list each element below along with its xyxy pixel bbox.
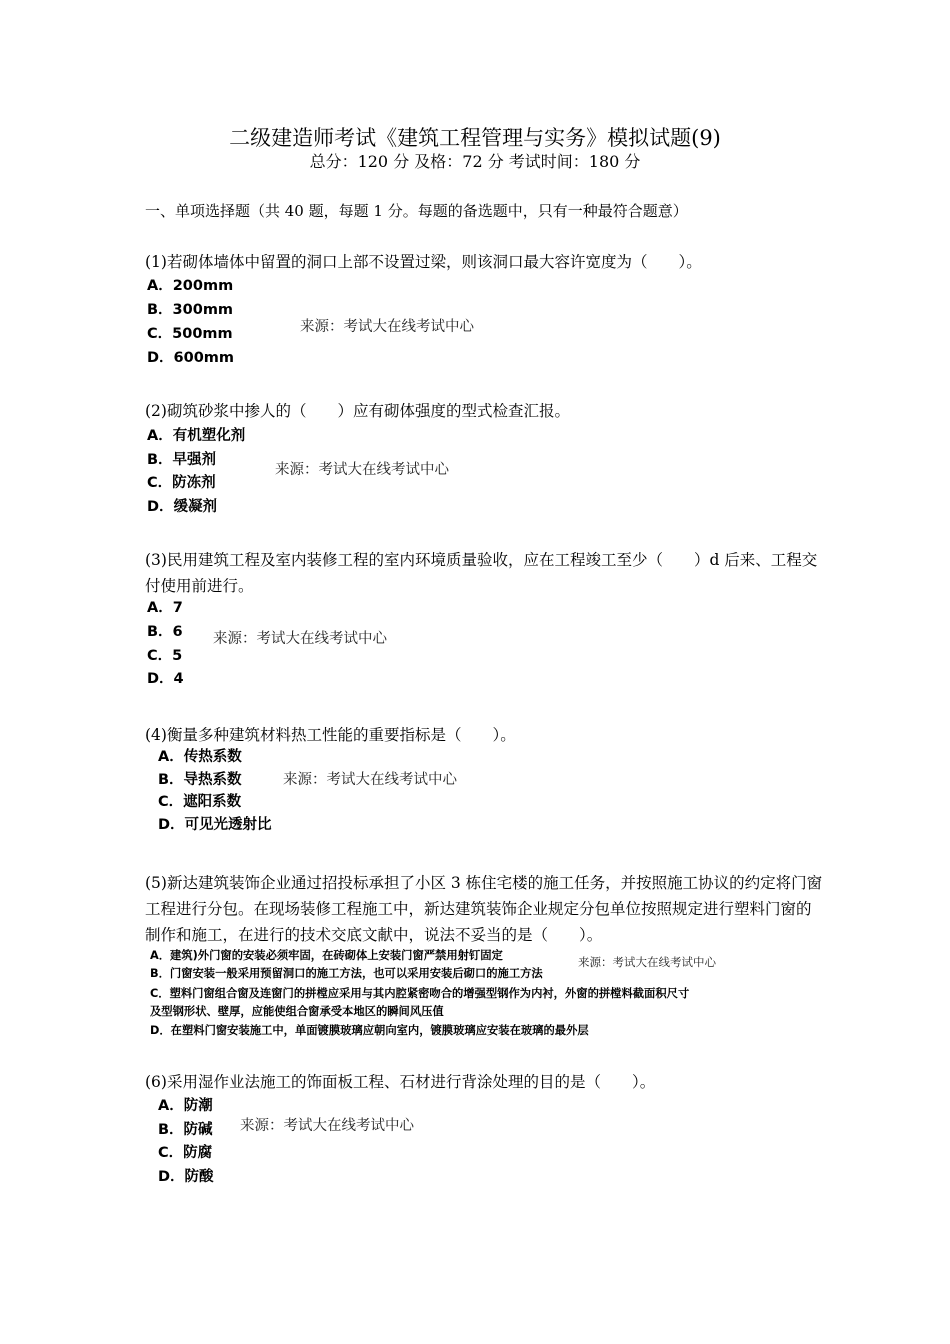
question-3-option-b: B．6 — [147, 624, 183, 640]
exam-subtitle: 总分：120 分 及格：72 分 考试时间：180 分 — [309, 152, 641, 171]
source-watermark-2: 来源：考试大在线考试中心 — [275, 462, 449, 478]
question-4-option-d: D．可见光透射比 — [158, 817, 272, 833]
question-1-option-b: B．300mm — [147, 302, 234, 318]
question-2-option-c: C．防冻剂 — [147, 475, 216, 491]
question-3-option-c: C．5 — [147, 648, 183, 664]
question-3-option-d: D．4 — [147, 671, 184, 687]
question-2-stem: (2)砌筑砂浆中掺人的（ ）应有砌体强度的型式检查汇报。 — [145, 402, 570, 420]
question-4-stem: (4)衡量多种建筑材料热工性能的重要指标是（ ）。 — [145, 726, 516, 744]
source-watermark-3: 来源：考试大在线考试中心 — [213, 631, 387, 647]
question-5-stem: (5)新达建筑装饰企业通过招投标承担了小区 3 栋住宅楼的施工任务，并按照施工协议的约定将门窗工程进行分包。在现场装修工程施工中，新达建筑装饰企业规定分包单位按照规定进行塑料门窗的制作和施工，在进行的技术交底文献中，说法不妥当的是（ ）。 — [145, 874, 823, 944]
question-5-option-a: A．建筑)外门窗的安装必须牢固，在砖砌体上安装门窗严禁用射钉固定 — [150, 949, 503, 962]
question-1-option-c: C．500mm — [147, 326, 233, 342]
exam-title: 二级建造师考试《建筑工程管理与实务》模拟试题(9) — [229, 126, 721, 150]
section-heading: 一、单项选择题（共 40 题，每题 1 分。每题的备选题中，只有一种最符合题意） — [145, 202, 688, 220]
question-5-option-c-continued: 及型钢形状、壁厚，应能使组合窗承受本地区的瞬间风压值 — [150, 1005, 444, 1018]
question-5-option-d: D．在塑料门窗安装施工中，单面镀膜玻璃应朝向室内，镀膜玻璃应安装在玻璃的最外层 — [150, 1024, 589, 1037]
question-6-option-d: D．防酸 — [158, 1169, 214, 1185]
question-6-option-a: A．防潮 — [158, 1098, 213, 1114]
question-1-option-d: D．600mm — [147, 350, 235, 366]
question-2-option-d: D．缓凝剂 — [147, 499, 218, 515]
source-watermark-1: 来源：考试大在线考试中心 — [300, 319, 474, 335]
question-2-option-b: B．早强剂 — [147, 452, 217, 468]
question-4-option-c: C．遮阳系数 — [158, 794, 242, 810]
source-watermark-4: 来源：考试大在线考试中心 — [283, 772, 457, 788]
question-2-option-a: A．有机塑化剂 — [147, 428, 246, 444]
question-3-stem: (3)民用建筑工程及室内装修工程的室内环境质量验收，应在工程竣工至少（ ）d 后来、工程交付使用前进行。 — [145, 551, 818, 595]
source-watermark-5: 来源：考试大在线考试中心 — [578, 955, 716, 969]
question-6-option-b: B．防碱 — [158, 1122, 213, 1138]
question-1-option-a: A．200mm — [147, 278, 234, 294]
question-4-option-b: B．导热系数 — [158, 772, 242, 788]
question-1-stem: (1)若砌体墙体中留置的洞口上部不设置过梁，则该洞口最大容许宽度为（ ）。 — [145, 253, 702, 271]
question-5-option-c: C．塑料门窗组合窗及连窗门的拼樘应采用与其内腔紧密吻合的增强型钢作为内衬，外窗的拼樘料截面积尺寸 — [150, 987, 690, 1000]
question-6-option-c: C．防腐 — [158, 1145, 213, 1161]
question-5-option-b: B．门窗安装一般采用预留洞口的施工方法，也可以采用安装后砌口的施工方法 — [150, 967, 543, 980]
question-4-option-a: A．传热系数 — [158, 749, 242, 765]
question-3-option-a: A．7 — [147, 600, 183, 616]
source-watermark-6: 来源：考试大在线考试中心 — [240, 1118, 414, 1134]
question-6-stem: (6)采用湿作业法施工的饰面板工程、石材进行背涂处理的目的是（ ）。 — [145, 1073, 656, 1091]
